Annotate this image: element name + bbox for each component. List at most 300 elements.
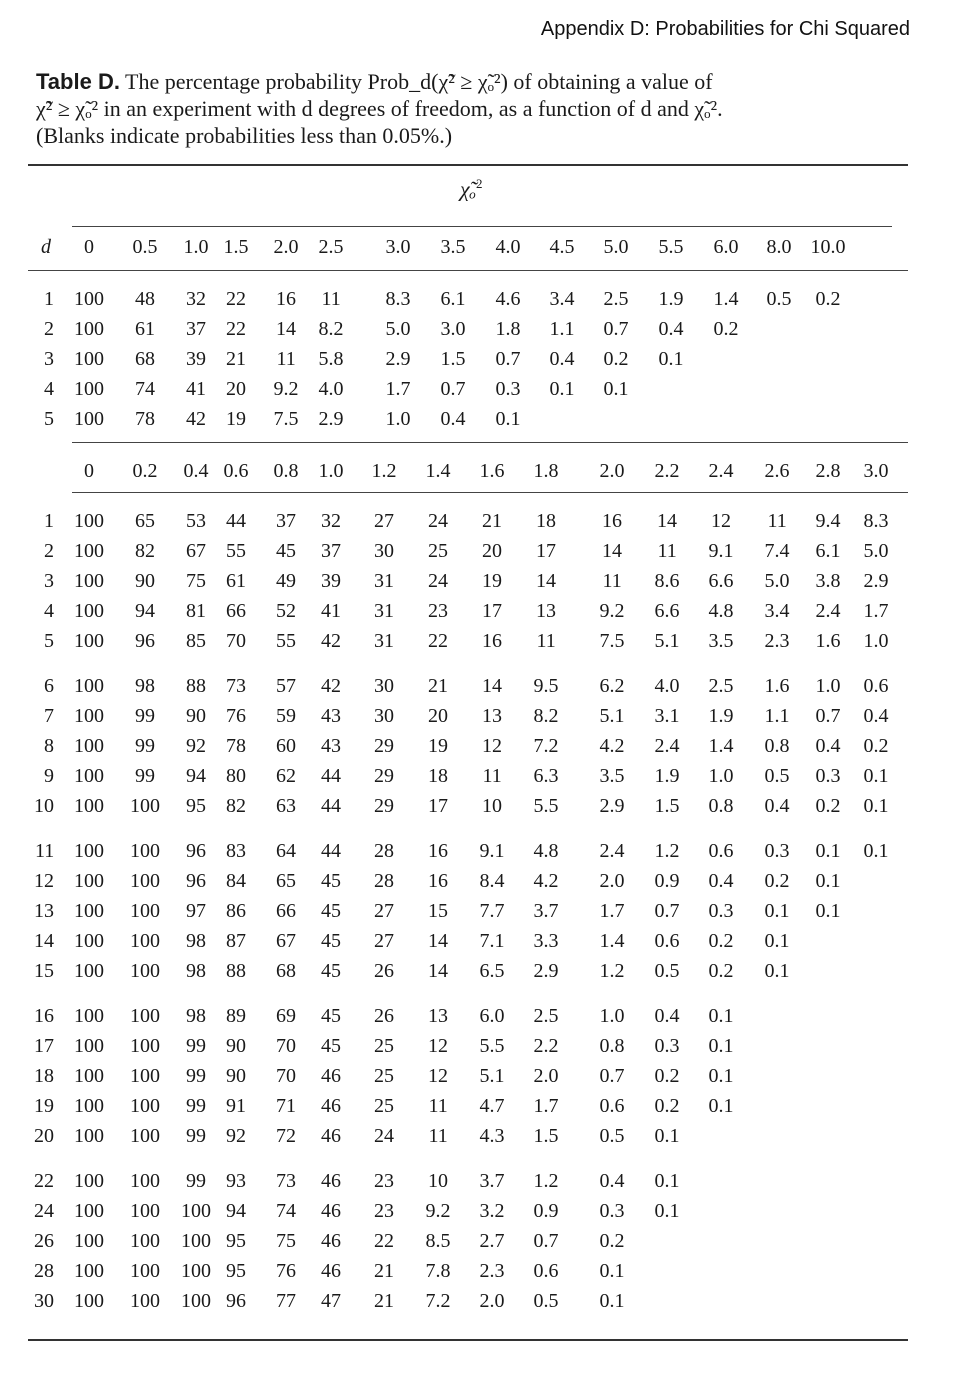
table2-value-cell: 0.1 bbox=[654, 1200, 680, 1222]
table2-value-cell: 2.0 bbox=[599, 870, 625, 892]
table2-value-cell: 14 bbox=[428, 930, 448, 952]
table2-value-cell: 0.1 bbox=[708, 1095, 734, 1117]
table2-value-cell: 0.2 bbox=[654, 1065, 680, 1087]
table2-value-cell: 11 bbox=[602, 570, 622, 592]
table2-header-cell: 0.4 bbox=[183, 460, 209, 482]
table2-value-cell: 4.8 bbox=[533, 840, 559, 862]
caption-line-3: (Blanks indicate probabilities less than 0.05%.) bbox=[36, 123, 453, 148]
table2-value-cell: 70 bbox=[276, 1035, 296, 1057]
table2-header-cell: 1.4 bbox=[425, 460, 451, 482]
table2-value-cell: 0.7 bbox=[815, 705, 841, 727]
table2-value-cell: 25 bbox=[374, 1095, 394, 1117]
table2-value-cell: 1.0 bbox=[863, 630, 889, 652]
table2-value-cell: 9.5 bbox=[533, 675, 559, 697]
table2-value-cell: 89 bbox=[226, 1005, 246, 1027]
table2-value-cell: 73 bbox=[276, 1170, 296, 1192]
table2-value-cell: 0.3 bbox=[599, 1200, 625, 1222]
table2-value-cell: 98 bbox=[186, 1005, 206, 1027]
table2-value-cell: 99 bbox=[186, 1095, 206, 1117]
table2-value-cell: 43 bbox=[321, 705, 341, 727]
table2-value-cell: 100 bbox=[74, 1170, 104, 1192]
table2-d-cell: 2 bbox=[44, 540, 54, 562]
table2-d-cell: 19 bbox=[34, 1095, 54, 1117]
table1-value-cell: 100 bbox=[74, 288, 104, 310]
table2-value-cell: 3.5 bbox=[708, 630, 734, 652]
table2-value-cell: 0.1 bbox=[599, 1260, 625, 1282]
table1-header-cell: 8.0 bbox=[766, 236, 792, 258]
table2-header-cell: 1.0 bbox=[318, 460, 344, 482]
table2-value-cell: 100 bbox=[130, 1170, 160, 1192]
rule-above-header-2 bbox=[72, 442, 908, 443]
table2-value-cell: 1.4 bbox=[599, 930, 625, 952]
table2-value-cell: 11 bbox=[536, 630, 556, 652]
table2-value-cell: 2.5 bbox=[533, 1005, 559, 1027]
table1-value-cell: 100 bbox=[74, 348, 104, 370]
column-header-chi-squared bbox=[460, 176, 482, 202]
table2-value-cell: 9.2 bbox=[425, 1200, 451, 1222]
table2-value-cell: 11 bbox=[657, 540, 677, 562]
table1-header-cell: 4.5 bbox=[549, 236, 575, 258]
table2-value-cell: 16 bbox=[602, 510, 622, 532]
caption-label: Table D. bbox=[36, 69, 120, 94]
table2-value-cell: 41 bbox=[321, 600, 341, 622]
table1-value-cell: 11 bbox=[276, 348, 296, 370]
table2-value-cell: 6.0 bbox=[479, 1005, 505, 1027]
table2-value-cell: 99 bbox=[186, 1065, 206, 1087]
table2-value-cell: 11 bbox=[428, 1125, 448, 1147]
table1-value-cell: 100 bbox=[74, 318, 104, 340]
table2-value-cell: 0.1 bbox=[815, 840, 841, 862]
table2-value-cell: 61 bbox=[226, 570, 246, 592]
table2-value-cell: 0.1 bbox=[863, 795, 889, 817]
table2-value-cell: 6.2 bbox=[599, 675, 625, 697]
table2-value-cell: 100 bbox=[74, 1005, 104, 1027]
table2-value-cell: 0.4 bbox=[654, 1005, 680, 1027]
table2-value-cell: 15 bbox=[428, 900, 448, 922]
table2-value-cell: 100 bbox=[74, 1230, 104, 1252]
table2-value-cell: 37 bbox=[276, 510, 296, 532]
table2-value-cell: 0.3 bbox=[708, 900, 734, 922]
table1-value-cell: 9.2 bbox=[273, 378, 299, 400]
table2-value-cell: 43 bbox=[321, 735, 341, 757]
table1-header-cell: 2.5 bbox=[318, 236, 344, 258]
table2-value-cell: 7.4 bbox=[764, 540, 790, 562]
table2-value-cell: 100 bbox=[74, 930, 104, 952]
table2-value-cell: 45 bbox=[321, 1005, 341, 1027]
table2-value-cell: 100 bbox=[74, 840, 104, 862]
table1-value-cell: 7.5 bbox=[273, 408, 299, 430]
table2-value-cell: 100 bbox=[74, 600, 104, 622]
table1-value-cell: 42 bbox=[186, 408, 206, 430]
table2-value-cell: 92 bbox=[226, 1125, 246, 1147]
table2-value-cell: 100 bbox=[130, 840, 160, 862]
caption-line-1 bbox=[36, 68, 916, 95]
running-head: Appendix D: Probabilities for Chi Squared bbox=[540, 18, 910, 40]
table2-value-cell: 75 bbox=[276, 1230, 296, 1252]
table2-value-cell: 0.1 bbox=[815, 870, 841, 892]
table1-value-cell: 0.1 bbox=[549, 378, 575, 400]
table2-value-cell: 9.1 bbox=[708, 540, 734, 562]
table2-header-cell: 2.6 bbox=[764, 460, 790, 482]
table1-value-cell: 0.5 bbox=[766, 288, 792, 310]
table2-value-cell: 30 bbox=[374, 675, 394, 697]
table1-value-cell: 0.4 bbox=[658, 318, 684, 340]
table2-value-cell: 5.5 bbox=[479, 1035, 505, 1057]
table1-value-cell: 19 bbox=[226, 408, 246, 430]
table2-value-cell: 100 bbox=[130, 930, 160, 952]
table2-value-cell: 1.9 bbox=[654, 765, 680, 787]
table2-value-cell: 2.2 bbox=[533, 1035, 559, 1057]
table1-value-cell: 3.0 bbox=[440, 318, 466, 340]
table2-value-cell: 0.3 bbox=[654, 1035, 680, 1057]
table2-value-cell: 100 bbox=[74, 1035, 104, 1057]
table2-value-cell: 100 bbox=[74, 1065, 104, 1087]
table1-header-cell: 0.5 bbox=[132, 236, 158, 258]
table2-value-cell: 23 bbox=[374, 1200, 394, 1222]
table1-value-cell: 74 bbox=[135, 378, 155, 400]
table2-value-cell: 88 bbox=[226, 960, 246, 982]
table2-value-cell: 2.3 bbox=[479, 1260, 505, 1282]
table2-value-cell: 13 bbox=[536, 600, 556, 622]
table2-value-cell: 100 bbox=[74, 1200, 104, 1222]
table1-value-cell: 2.9 bbox=[385, 348, 411, 370]
table1-value-cell: 37 bbox=[186, 318, 206, 340]
table2-value-cell: 1.4 bbox=[708, 735, 734, 757]
table2-value-cell: 99 bbox=[135, 705, 155, 727]
table1-header-cell: 1.0 bbox=[183, 236, 209, 258]
table2-value-cell: 3.4 bbox=[764, 600, 790, 622]
table2-value-cell: 100 bbox=[181, 1200, 211, 1222]
table2-header-cell: 0.8 bbox=[273, 460, 299, 482]
table1-value-cell: 8.2 bbox=[318, 318, 344, 340]
table2-value-cell: 0.2 bbox=[815, 795, 841, 817]
table2-value-cell: 0.7 bbox=[654, 900, 680, 922]
table2-value-cell: 52 bbox=[276, 600, 296, 622]
table2-header-cell: 2.4 bbox=[708, 460, 734, 482]
table2-value-cell: 2.5 bbox=[708, 675, 734, 697]
table2-value-cell: 32 bbox=[321, 510, 341, 532]
table2-value-cell: 8.2 bbox=[533, 705, 559, 727]
table2-value-cell: 0.5 bbox=[654, 960, 680, 982]
table2-value-cell: 46 bbox=[321, 1170, 341, 1192]
table2-value-cell: 27 bbox=[374, 510, 394, 532]
table2-value-cell: 94 bbox=[186, 765, 206, 787]
table1-value-cell: 22 bbox=[226, 318, 246, 340]
table2-value-cell: 7.2 bbox=[533, 735, 559, 757]
table2-value-cell: 99 bbox=[135, 765, 155, 787]
table1-value-cell: 5.8 bbox=[318, 348, 344, 370]
table1-header-cell: 4.0 bbox=[495, 236, 521, 258]
table2-value-cell: 0.2 bbox=[764, 870, 790, 892]
table2-value-cell: 6.3 bbox=[533, 765, 559, 787]
table2-value-cell: 31 bbox=[374, 570, 394, 592]
table1-value-cell: 41 bbox=[186, 378, 206, 400]
table2-value-cell: 95 bbox=[226, 1260, 246, 1282]
table2-value-cell: 13 bbox=[428, 1005, 448, 1027]
table1-header-cell: 1.5 bbox=[223, 236, 249, 258]
table2-value-cell: 0.5 bbox=[764, 765, 790, 787]
table2-value-cell: 59 bbox=[276, 705, 296, 727]
table2-value-cell: 100 bbox=[130, 1230, 160, 1252]
table2-value-cell: 14 bbox=[602, 540, 622, 562]
table2-value-cell: 0.7 bbox=[533, 1230, 559, 1252]
table2-value-cell: 100 bbox=[130, 1095, 160, 1117]
table2-value-cell: 98 bbox=[186, 960, 206, 982]
table2-value-cell: 17 bbox=[536, 540, 556, 562]
table2-value-cell: 65 bbox=[135, 510, 155, 532]
table2-value-cell: 95 bbox=[186, 795, 206, 817]
table1-value-cell: 2.5 bbox=[603, 288, 629, 310]
table2-value-cell: 91 bbox=[226, 1095, 246, 1117]
table2-value-cell: 3.1 bbox=[654, 705, 680, 727]
table2-value-cell: 65 bbox=[276, 870, 296, 892]
table2-value-cell: 0.4 bbox=[815, 735, 841, 757]
table2-d-cell: 3 bbox=[44, 570, 54, 592]
table2-value-cell: 45 bbox=[321, 930, 341, 952]
table2-value-cell: 60 bbox=[276, 735, 296, 757]
table2-header-cell: 2.8 bbox=[815, 460, 841, 482]
table1-value-cell: 39 bbox=[186, 348, 206, 370]
table2-value-cell: 46 bbox=[321, 1200, 341, 1222]
table2-value-cell: 6.5 bbox=[479, 960, 505, 982]
table2-value-cell: 71 bbox=[276, 1095, 296, 1117]
table1-value-cell: 21 bbox=[226, 348, 246, 370]
table2-value-cell: 11 bbox=[767, 510, 787, 532]
table2-value-cell: 1.7 bbox=[533, 1095, 559, 1117]
table2-d-cell: 26 bbox=[34, 1230, 54, 1252]
table2-value-cell: 0.1 bbox=[815, 900, 841, 922]
table2-value-cell: 64 bbox=[276, 840, 296, 862]
caption-line-2: χ̃² ≥ χ̃ₒ² in an experiment with d degrees of freedom, as a function of d and χ̃ₒ². bbox=[36, 96, 723, 121]
table1-d-cell: 3 bbox=[44, 348, 54, 370]
table2-value-cell: 82 bbox=[226, 795, 246, 817]
table2-value-cell: 0.5 bbox=[533, 1290, 559, 1312]
table1-header-cell: 0 bbox=[84, 236, 94, 258]
table2-value-cell: 0.1 bbox=[863, 765, 889, 787]
table2-value-cell: 100 bbox=[130, 1260, 160, 1282]
table2-value-cell: 16 bbox=[428, 840, 448, 862]
table2-value-cell: 1.2 bbox=[654, 840, 680, 862]
table2-value-cell: 69 bbox=[276, 1005, 296, 1027]
table2-value-cell: 0.1 bbox=[764, 960, 790, 982]
table2-value-cell: 90 bbox=[226, 1035, 246, 1057]
rule-top bbox=[28, 164, 908, 166]
table2-value-cell: 10 bbox=[428, 1170, 448, 1192]
table2-value-cell: 26 bbox=[374, 960, 394, 982]
table2-value-cell: 45 bbox=[321, 900, 341, 922]
table2-value-cell: 100 bbox=[130, 1005, 160, 1027]
table2-value-cell: 100 bbox=[130, 1125, 160, 1147]
table2-value-cell: 100 bbox=[74, 870, 104, 892]
rule-bottom bbox=[28, 1339, 908, 1341]
table2-value-cell: 55 bbox=[226, 540, 246, 562]
table2-value-cell: 0.1 bbox=[764, 930, 790, 952]
table2-value-cell: 0.1 bbox=[708, 1035, 734, 1057]
table2-value-cell: 46 bbox=[321, 1260, 341, 1282]
table2-value-cell: 7.5 bbox=[599, 630, 625, 652]
table2-value-cell: 21 bbox=[374, 1260, 394, 1282]
table2-d-cell: 8 bbox=[44, 735, 54, 757]
table2-header-cell: 1.2 bbox=[371, 460, 397, 482]
table2-value-cell: 2.9 bbox=[599, 795, 625, 817]
table2-value-cell: 100 bbox=[74, 630, 104, 652]
table2-value-cell: 100 bbox=[74, 1125, 104, 1147]
table2-value-cell: 100 bbox=[130, 1035, 160, 1057]
table2-d-cell: 1 bbox=[44, 510, 54, 532]
table2-value-cell: 0.6 bbox=[599, 1095, 625, 1117]
table2-value-cell: 100 bbox=[74, 960, 104, 982]
table2-value-cell: 70 bbox=[226, 630, 246, 652]
table1-header-cell: 5.0 bbox=[603, 236, 629, 258]
table2-value-cell: 7.8 bbox=[425, 1260, 451, 1282]
table2-value-cell: 74 bbox=[276, 1200, 296, 1222]
table1-d-cell: 4 bbox=[44, 378, 54, 400]
table1-value-cell: 14 bbox=[276, 318, 296, 340]
table1-value-cell: 1.7 bbox=[385, 378, 411, 400]
table2-d-cell: 20 bbox=[34, 1125, 54, 1147]
table2-value-cell: 0.1 bbox=[708, 1065, 734, 1087]
table2-value-cell: 0.1 bbox=[764, 900, 790, 922]
table2-value-cell: 18 bbox=[536, 510, 556, 532]
table2-value-cell: 0.9 bbox=[533, 1200, 559, 1222]
table1-value-cell: 2.9 bbox=[318, 408, 344, 430]
table2-value-cell: 0.3 bbox=[764, 840, 790, 862]
table2-value-cell: 96 bbox=[186, 870, 206, 892]
table2-value-cell: 1.6 bbox=[815, 630, 841, 652]
table1-d-cell: 2 bbox=[44, 318, 54, 340]
table1-value-cell: 0.7 bbox=[440, 378, 466, 400]
table2-value-cell: 3.5 bbox=[599, 765, 625, 787]
table2-d-cell: 11 bbox=[35, 840, 55, 862]
table2-value-cell: 100 bbox=[74, 1095, 104, 1117]
table2-value-cell: 37 bbox=[321, 540, 341, 562]
table2-value-cell: 96 bbox=[186, 840, 206, 862]
table2-value-cell: 0.1 bbox=[708, 1005, 734, 1027]
table2-value-cell: 100 bbox=[181, 1260, 211, 1282]
table2-value-cell: 4.8 bbox=[708, 600, 734, 622]
table2-value-cell: 1.5 bbox=[533, 1125, 559, 1147]
table2-value-cell: 95 bbox=[226, 1230, 246, 1252]
table2-value-cell: 2.4 bbox=[654, 735, 680, 757]
table2-value-cell: 0.3 bbox=[815, 765, 841, 787]
table2-value-cell: 29 bbox=[374, 795, 394, 817]
table2-value-cell: 44 bbox=[321, 765, 341, 787]
table2-value-cell: 100 bbox=[74, 795, 104, 817]
table1-value-cell: 68 bbox=[135, 348, 155, 370]
table1-value-cell: 0.4 bbox=[440, 408, 466, 430]
table1-value-cell: 6.1 bbox=[440, 288, 466, 310]
table2-value-cell: 45 bbox=[276, 540, 296, 562]
table2-value-cell: 77 bbox=[276, 1290, 296, 1312]
table1-value-cell: 0.1 bbox=[495, 408, 521, 430]
table1-value-cell: 1.8 bbox=[495, 318, 521, 340]
table2-value-cell: 45 bbox=[321, 960, 341, 982]
table2-value-cell: 5.0 bbox=[764, 570, 790, 592]
table1-value-cell: 1.9 bbox=[658, 288, 684, 310]
table2-d-cell: 10 bbox=[34, 795, 54, 817]
rule-under-header-2 bbox=[72, 492, 908, 493]
table1-value-cell: 100 bbox=[74, 378, 104, 400]
table2-value-cell: 75 bbox=[186, 570, 206, 592]
table2-value-cell: 22 bbox=[428, 630, 448, 652]
table2-value-cell: 0.5 bbox=[599, 1125, 625, 1147]
table2-d-cell: 22 bbox=[34, 1170, 54, 1192]
table1-value-cell: 0.7 bbox=[603, 318, 629, 340]
table2-d-cell: 12 bbox=[34, 870, 54, 892]
table1-value-cell: 0.2 bbox=[815, 288, 841, 310]
table2-value-cell: 4.3 bbox=[479, 1125, 505, 1147]
table2-value-cell: 2.4 bbox=[815, 600, 841, 622]
table2-value-cell: 20 bbox=[482, 540, 502, 562]
table2-value-cell: 0.7 bbox=[599, 1065, 625, 1087]
table1-value-cell: 11 bbox=[321, 288, 341, 310]
table2-value-cell: 1.5 bbox=[654, 795, 680, 817]
table2-value-cell: 0.8 bbox=[764, 735, 790, 757]
table2-d-cell: 17 bbox=[34, 1035, 54, 1057]
table2-value-cell: 4.2 bbox=[533, 870, 559, 892]
table2-value-cell: 94 bbox=[226, 1200, 246, 1222]
table2-value-cell: 0.1 bbox=[654, 1125, 680, 1147]
table2-value-cell: 47 bbox=[321, 1290, 341, 1312]
table2-value-cell: 2.0 bbox=[479, 1290, 505, 1312]
table2-value-cell: 66 bbox=[226, 600, 246, 622]
table2-value-cell: 39 bbox=[321, 570, 341, 592]
table2-value-cell: 86 bbox=[226, 900, 246, 922]
table2-value-cell: 78 bbox=[226, 735, 246, 757]
table2-header-cell: 0 bbox=[84, 460, 94, 482]
table2-value-cell: 21 bbox=[428, 675, 448, 697]
table2-value-cell: 100 bbox=[74, 540, 104, 562]
table2-value-cell: 5.5 bbox=[533, 795, 559, 817]
table2-value-cell: 0.4 bbox=[599, 1170, 625, 1192]
table1-value-cell: 8.3 bbox=[385, 288, 411, 310]
table2-header-cell: 1.8 bbox=[533, 460, 559, 482]
table1-d-cell: 1 bbox=[44, 288, 54, 310]
table2-value-cell: 46 bbox=[321, 1125, 341, 1147]
table1-header-cell: 10.0 bbox=[810, 236, 846, 258]
table2-value-cell: 0.6 bbox=[654, 930, 680, 952]
table2-value-cell: 42 bbox=[321, 630, 341, 652]
table2-value-cell: 100 bbox=[74, 900, 104, 922]
table2-value-cell: 100 bbox=[130, 1290, 160, 1312]
column-header-symbol: χ̃ₒ bbox=[460, 176, 476, 202]
table2-value-cell: 62 bbox=[276, 765, 296, 787]
table2-header-cell: 2.2 bbox=[654, 460, 680, 482]
table2-value-cell: 17 bbox=[482, 600, 502, 622]
table1-value-cell: 100 bbox=[74, 408, 104, 430]
table2-value-cell: 90 bbox=[135, 570, 155, 592]
table2-value-cell: 0.4 bbox=[863, 705, 889, 727]
table2-value-cell: 2.3 bbox=[764, 630, 790, 652]
table2-value-cell: 42 bbox=[321, 675, 341, 697]
table2-value-cell: 14 bbox=[482, 675, 502, 697]
table2-d-cell: 7 bbox=[44, 705, 54, 727]
table2-value-cell: 1.2 bbox=[599, 960, 625, 982]
table2-value-cell: 90 bbox=[226, 1065, 246, 1087]
table2-value-cell: 1.0 bbox=[708, 765, 734, 787]
table2-value-cell: 1.6 bbox=[764, 675, 790, 697]
table2-value-cell: 2.4 bbox=[599, 840, 625, 862]
table2-value-cell: 0.6 bbox=[708, 840, 734, 862]
table2-value-cell: 100 bbox=[181, 1230, 211, 1252]
table2-value-cell: 80 bbox=[226, 765, 246, 787]
table2-value-cell: 6.1 bbox=[815, 540, 841, 562]
table1-value-cell: 0.4 bbox=[549, 348, 575, 370]
table2-value-cell: 100 bbox=[130, 1065, 160, 1087]
table2-value-cell: 46 bbox=[321, 1230, 341, 1252]
table2-value-cell: 26 bbox=[374, 1005, 394, 1027]
table2-value-cell: 90 bbox=[186, 705, 206, 727]
